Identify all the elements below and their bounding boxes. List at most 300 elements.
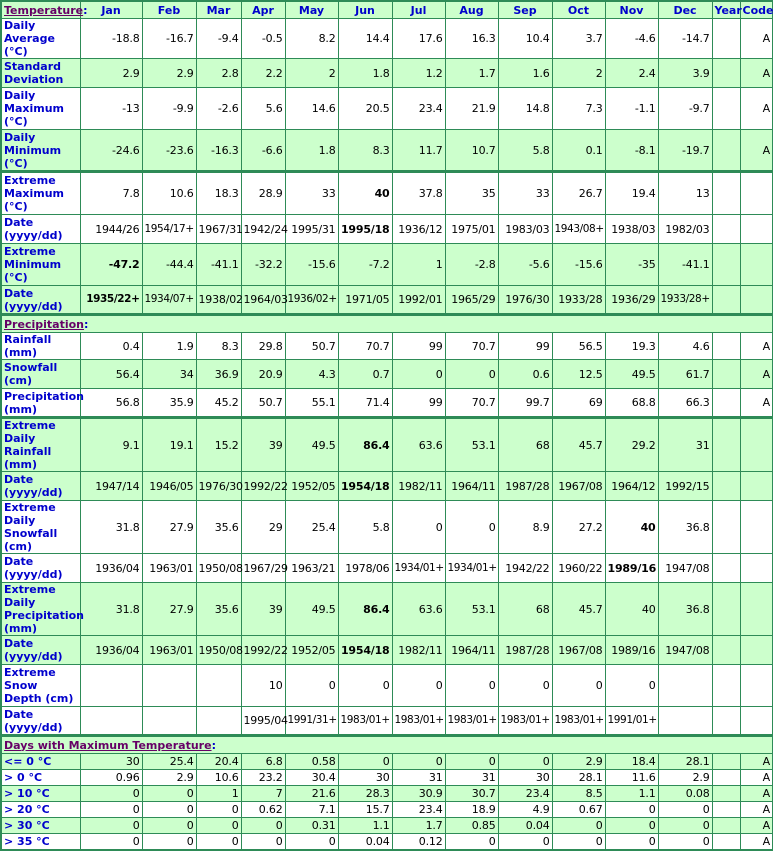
cell-nov: 19.3	[605, 333, 658, 360]
cell-oct: 45.7	[552, 418, 605, 472]
cell-nov: 1938/03	[605, 215, 658, 244]
cell-apr: 0	[241, 834, 285, 850]
cell-jul: 0.12	[392, 834, 445, 850]
cell-jan: 0	[80, 834, 142, 850]
cell-nov: 1989/16	[605, 636, 658, 665]
row-label: Daily Minimum (°C)	[1, 130, 80, 172]
temperature-section	[1, 19, 773, 315]
cell-apr: 0	[241, 818, 285, 834]
cell-year	[712, 244, 740, 286]
cell-year	[712, 59, 740, 88]
section-header-temperature: Temperature:	[1, 1, 80, 19]
cell-aug: 18.9	[445, 802, 498, 818]
cell-year	[712, 19, 740, 59]
section-row-days-max-temp: Days with Maximum Temperature:	[1, 736, 773, 754]
cell-may: 0	[285, 834, 338, 850]
cell-apr: 20.9	[241, 360, 285, 389]
cell-mar: 8.3	[196, 333, 241, 360]
cell-oct: 0.1	[552, 130, 605, 172]
cell-year	[712, 360, 740, 389]
cell-mar: 2.8	[196, 59, 241, 88]
cell-aug: 30.7	[445, 786, 498, 802]
cell-jul: 1982/11	[392, 472, 445, 501]
month-header-dec: Dec	[658, 1, 712, 19]
table-row	[1, 472, 773, 501]
cell-aug: 31	[445, 770, 498, 786]
cell-code	[740, 501, 773, 554]
cell-sep: 23.4	[498, 786, 552, 802]
cell-feb: 0	[142, 834, 196, 850]
cell-aug: 53.1	[445, 583, 498, 636]
cell-jun: 1954/18	[338, 472, 392, 501]
cell-dec: -9.7	[658, 88, 712, 130]
cell-feb: 0	[142, 802, 196, 818]
cell-apr: 10	[241, 665, 285, 707]
cell-mar: 1950/08	[196, 554, 241, 583]
header-row	[1, 1, 773, 19]
table-row	[1, 418, 773, 472]
cell-nov: 0	[605, 665, 658, 707]
cell-may: 55.1	[285, 389, 338, 418]
cell-nov: 40	[605, 501, 658, 554]
cell-may: 1936/02+	[285, 286, 338, 315]
cell-feb: -44.4	[142, 244, 196, 286]
cell-nov: 68.8	[605, 389, 658, 418]
cell-may: 1952/05	[285, 636, 338, 665]
table-row	[1, 389, 773, 418]
cell-jul: 0	[392, 501, 445, 554]
cell-dec: 61.7	[658, 360, 712, 389]
cell-aug: 0	[445, 501, 498, 554]
cell-dec: 13	[658, 172, 712, 215]
cell-dec: 0.08	[658, 786, 712, 802]
row-label: > 30 °C	[1, 818, 80, 834]
cell-code: A	[740, 59, 773, 88]
cell-year	[712, 286, 740, 315]
row-label: Snowfall (cm)	[1, 360, 80, 389]
cell-jun: 8.3	[338, 130, 392, 172]
cell-aug: 1983/01+	[445, 707, 498, 736]
table-row	[1, 636, 773, 665]
cell-jul: 11.7	[392, 130, 445, 172]
cell-jul: 0	[392, 754, 445, 770]
cell-nov: 1989/16	[605, 554, 658, 583]
cell-may: 21.6	[285, 786, 338, 802]
cell-may: 14.6	[285, 88, 338, 130]
table-row	[1, 754, 773, 770]
cell-feb: -23.6	[142, 130, 196, 172]
cell-mar: -41.1	[196, 244, 241, 286]
table-row	[1, 770, 773, 786]
cell-apr: 1992/22	[241, 472, 285, 501]
cell-jan: 56.8	[80, 389, 142, 418]
cell-feb: 1954/17+	[142, 215, 196, 244]
cell-mar: -2.6	[196, 88, 241, 130]
cell-aug: 0	[445, 754, 498, 770]
cell-oct: 0	[552, 665, 605, 707]
cell-mar: 20.4	[196, 754, 241, 770]
cell-mar: 1950/08	[196, 636, 241, 665]
month-header-jan: Jan	[80, 1, 142, 19]
month-header-apr: Apr	[241, 1, 285, 19]
cell-year	[712, 707, 740, 736]
cell-year	[712, 770, 740, 786]
cell-sep: 8.9	[498, 501, 552, 554]
days-max-temp-section-link[interactable]: Days with Maximum Temperature	[4, 738, 212, 752]
row-label: Date (yyyy/dd)	[1, 286, 80, 315]
year-header: Year	[712, 1, 740, 19]
row-label: Date (yyyy/dd)	[1, 472, 80, 501]
cell-may: 1995/31	[285, 215, 338, 244]
row-label: Precipitation (mm)	[1, 389, 80, 418]
cell-may: 0.58	[285, 754, 338, 770]
cell-year	[712, 834, 740, 850]
cell-jun: 1.1	[338, 818, 392, 834]
cell-oct: 2.9	[552, 754, 605, 770]
cell-jun: 1971/05	[338, 286, 392, 315]
cell-dec: 1933/28+	[658, 286, 712, 315]
cell-code: A	[740, 19, 773, 59]
cell-dec: 36.8	[658, 583, 712, 636]
month-header-may: May	[285, 1, 338, 19]
cell-feb: 1934/07+	[142, 286, 196, 315]
table-row	[1, 707, 773, 736]
cell-aug: 1964/11	[445, 636, 498, 665]
cell-jul: 63.6	[392, 583, 445, 636]
cell-aug: 1964/11	[445, 472, 498, 501]
cell-mar: 1976/30	[196, 472, 241, 501]
cell-dec: 0	[658, 818, 712, 834]
cell-oct: 45.7	[552, 583, 605, 636]
cell-apr: 1967/29	[241, 554, 285, 583]
row-label: Extreme Snow Depth (cm)	[1, 665, 80, 707]
cell-code: A	[740, 360, 773, 389]
cell-code	[740, 286, 773, 315]
cell-jul: 23.4	[392, 802, 445, 818]
cell-aug: 16.3	[445, 19, 498, 59]
cell-jan: 1947/14	[80, 472, 142, 501]
row-label: Extreme Daily Snowfall (cm)	[1, 501, 80, 554]
cell-jun: -7.2	[338, 244, 392, 286]
cell-jul: 99	[392, 389, 445, 418]
cell-code: A	[740, 333, 773, 360]
cell-aug: 1.7	[445, 59, 498, 88]
cell-jul: 1992/01	[392, 286, 445, 315]
cell-aug: 53.1	[445, 418, 498, 472]
cell-feb: 2.9	[142, 59, 196, 88]
cell-apr: 50.7	[241, 389, 285, 418]
cell-code: A	[740, 754, 773, 770]
cell-code	[740, 665, 773, 707]
cell-dec: 0	[658, 834, 712, 850]
cell-sep: 33	[498, 172, 552, 215]
cell-mar: 0	[196, 802, 241, 818]
cell-apr: 1992/22	[241, 636, 285, 665]
cell-apr: 23.2	[241, 770, 285, 786]
cell-code: A	[740, 818, 773, 834]
cell-oct: 0.67	[552, 802, 605, 818]
cell-jan: 1936/04	[80, 554, 142, 583]
cell-mar: -9.4	[196, 19, 241, 59]
cell-apr: 2.2	[241, 59, 285, 88]
cell-apr: 1995/04	[241, 707, 285, 736]
cell-year	[712, 583, 740, 636]
cell-apr: 1942/24	[241, 215, 285, 244]
cell-dec: -14.7	[658, 19, 712, 59]
cell-code	[740, 418, 773, 472]
precipitation-section	[1, 333, 773, 736]
cell-sep: 30	[498, 770, 552, 786]
cell-feb: 34	[142, 360, 196, 389]
cell-aug: 70.7	[445, 333, 498, 360]
cell-dec: 66.3	[658, 389, 712, 418]
cell-code	[740, 472, 773, 501]
cell-year	[712, 172, 740, 215]
cell-code	[740, 244, 773, 286]
cell-mar: 35.6	[196, 583, 241, 636]
cell-feb: -16.7	[142, 19, 196, 59]
cell-sep: 0	[498, 665, 552, 707]
month-header-nov: Nov	[605, 1, 658, 19]
cell-jan: 31.8	[80, 583, 142, 636]
cell-oct: 1943/08+	[552, 215, 605, 244]
cell-jun: 1995/18	[338, 215, 392, 244]
row-label: Date (yyyy/dd)	[1, 636, 80, 665]
cell-sep: 5.8	[498, 130, 552, 172]
cell-mar: 0	[196, 834, 241, 850]
precipitation-section-link[interactable]: Precipitation	[4, 317, 84, 331]
cell-mar: -16.3	[196, 130, 241, 172]
cell-feb: 1963/01	[142, 636, 196, 665]
cell-year	[712, 501, 740, 554]
cell-code: A	[740, 834, 773, 850]
cell-code: A	[740, 389, 773, 418]
cell-aug: 35	[445, 172, 498, 215]
cell-jun: 15.7	[338, 802, 392, 818]
cell-jun: 40	[338, 172, 392, 215]
temperature-section-link[interactable]: Temperature	[4, 3, 84, 17]
cell-sep: 1983/03	[498, 215, 552, 244]
cell-sep: 99.7	[498, 389, 552, 418]
cell-sep: 1987/28	[498, 636, 552, 665]
cell-nov: -8.1	[605, 130, 658, 172]
cell-jul: 1983/01+	[392, 707, 445, 736]
table-row	[1, 130, 773, 172]
month-header-sep: Sep	[498, 1, 552, 19]
cell-oct: 1967/08	[552, 636, 605, 665]
month-header-feb: Feb	[142, 1, 196, 19]
cell-mar: 36.9	[196, 360, 241, 389]
cell-feb: 19.1	[142, 418, 196, 472]
cell-mar: 45.2	[196, 389, 241, 418]
table-row	[1, 244, 773, 286]
cell-aug: -2.8	[445, 244, 498, 286]
cell-apr: 0.62	[241, 802, 285, 818]
cell-year	[712, 554, 740, 583]
cell-jun: 0	[338, 665, 392, 707]
cell-jul: 1934/01+	[392, 554, 445, 583]
cell-oct: 2	[552, 59, 605, 88]
cell-sep: 0.6	[498, 360, 552, 389]
table-row	[1, 333, 773, 360]
cell-oct: 1933/28	[552, 286, 605, 315]
cell-sep: -5.6	[498, 244, 552, 286]
cell-dec: 28.1	[658, 754, 712, 770]
cell-oct: 12.5	[552, 360, 605, 389]
cell-year	[712, 786, 740, 802]
row-label: Extreme Maximum (°C)	[1, 172, 80, 215]
cell-may: 0.31	[285, 818, 338, 834]
row-label: Date (yyyy/dd)	[1, 215, 80, 244]
cell-apr: 7	[241, 786, 285, 802]
cell-dec: 0	[658, 802, 712, 818]
cell-apr: 5.6	[241, 88, 285, 130]
cell-feb: 0	[142, 786, 196, 802]
cell-sep: 68	[498, 583, 552, 636]
cell-sep: 4.9	[498, 802, 552, 818]
cell-jun: 14.4	[338, 19, 392, 59]
month-header-mar: Mar	[196, 1, 241, 19]
cell-jul: 1.2	[392, 59, 445, 88]
cell-oct: 28.1	[552, 770, 605, 786]
cell-year	[712, 802, 740, 818]
row-label: > 35 °C	[1, 834, 80, 850]
cell-apr: 28.9	[241, 172, 285, 215]
cell-oct: 8.5	[552, 786, 605, 802]
cell-may: 4.3	[285, 360, 338, 389]
cell-dec: 36.8	[658, 501, 712, 554]
row-label: Standard Deviation	[1, 59, 80, 88]
cell-sep: 1976/30	[498, 286, 552, 315]
cell-may: 25.4	[285, 501, 338, 554]
cell-jun: 70.7	[338, 333, 392, 360]
cell-aug: 1975/01	[445, 215, 498, 244]
cell-sep: 1.6	[498, 59, 552, 88]
days-section-header	[1, 736, 773, 754]
cell-year	[712, 215, 740, 244]
cell-oct: 26.7	[552, 172, 605, 215]
row-label: Date (yyyy/dd)	[1, 707, 80, 736]
cell-nov: 0	[605, 802, 658, 818]
cell-may: 49.5	[285, 418, 338, 472]
table-row	[1, 286, 773, 315]
cell-jul: 17.6	[392, 19, 445, 59]
cell-apr: 39	[241, 418, 285, 472]
cell-jul: 1936/12	[392, 215, 445, 244]
row-label: > 10 °C	[1, 786, 80, 802]
cell-sep: 10.4	[498, 19, 552, 59]
cell-sep: 1987/28	[498, 472, 552, 501]
row-label: Daily Maximum (°C)	[1, 88, 80, 130]
cell-nov: 0	[605, 818, 658, 834]
cell-nov: -4.6	[605, 19, 658, 59]
cell-feb: 2.9	[142, 770, 196, 786]
table-row	[1, 802, 773, 818]
cell-feb: 10.6	[142, 172, 196, 215]
cell-jan: -24.6	[80, 130, 142, 172]
cell-may: 1963/21	[285, 554, 338, 583]
cell-oct: 1960/22	[552, 554, 605, 583]
cell-jan: 31.8	[80, 501, 142, 554]
cell-jun: 20.5	[338, 88, 392, 130]
cell-may: 49.5	[285, 583, 338, 636]
cell-jan: 1936/04	[80, 636, 142, 665]
cell-jan	[80, 707, 142, 736]
cell-sep: 1983/01+	[498, 707, 552, 736]
cell-apr: -6.6	[241, 130, 285, 172]
row-label: Daily Average (°C)	[1, 19, 80, 59]
cell-year	[712, 636, 740, 665]
cell-sep: 0.04	[498, 818, 552, 834]
table-row	[1, 665, 773, 707]
cell-sep: 0	[498, 754, 552, 770]
cell-jun: 86.4	[338, 583, 392, 636]
cell-code: A	[740, 802, 773, 818]
cell-code	[740, 707, 773, 736]
cell-jan: 0	[80, 802, 142, 818]
cell-feb: 27.9	[142, 501, 196, 554]
cell-jan: 30	[80, 754, 142, 770]
cell-mar: 0	[196, 818, 241, 834]
cell-nov: 19.4	[605, 172, 658, 215]
cell-dec: 1947/08	[658, 554, 712, 583]
cell-may: 1.8	[285, 130, 338, 172]
month-header-oct: Oct	[552, 1, 605, 19]
cell-jul: 0	[392, 360, 445, 389]
cell-aug: 1934/01+	[445, 554, 498, 583]
cell-nov: -1.1	[605, 88, 658, 130]
row-label: Rainfall (mm)	[1, 333, 80, 360]
row-label: > 0 °C	[1, 770, 80, 786]
cell-nov: 1991/01+	[605, 707, 658, 736]
cell-nov: 1964/12	[605, 472, 658, 501]
cell-code	[740, 583, 773, 636]
cell-nov: 18.4	[605, 754, 658, 770]
cell-apr: 6.8	[241, 754, 285, 770]
table-row	[1, 59, 773, 88]
cell-oct: 27.2	[552, 501, 605, 554]
cell-jan: 7.8	[80, 172, 142, 215]
cell-apr: 1964/03	[241, 286, 285, 315]
cell-jul: 99	[392, 333, 445, 360]
cell-year	[712, 818, 740, 834]
cell-apr: 29	[241, 501, 285, 554]
cell-jul: 37.8	[392, 172, 445, 215]
cell-nov: 1936/29	[605, 286, 658, 315]
cell-jan: -47.2	[80, 244, 142, 286]
cell-jul: 0	[392, 665, 445, 707]
cell-jul: 31	[392, 770, 445, 786]
cell-aug: 0	[445, 834, 498, 850]
cell-feb: 25.4	[142, 754, 196, 770]
cell-jul: 1.7	[392, 818, 445, 834]
cell-feb: 1963/01	[142, 554, 196, 583]
cell-dec	[658, 707, 712, 736]
section-row-precipitation: Precipitation:	[1, 315, 773, 333]
cell-code: A	[740, 130, 773, 172]
cell-jan: -13	[80, 88, 142, 130]
table-row	[1, 19, 773, 59]
cell-aug: 0.85	[445, 818, 498, 834]
cell-mar: 1967/31	[196, 215, 241, 244]
month-header-aug: Aug	[445, 1, 498, 19]
cell-aug: 1965/29	[445, 286, 498, 315]
table-row	[1, 360, 773, 389]
cell-sep: 99	[498, 333, 552, 360]
cell-oct: 56.5	[552, 333, 605, 360]
cell-nov: 11.6	[605, 770, 658, 786]
cell-feb: 0	[142, 818, 196, 834]
